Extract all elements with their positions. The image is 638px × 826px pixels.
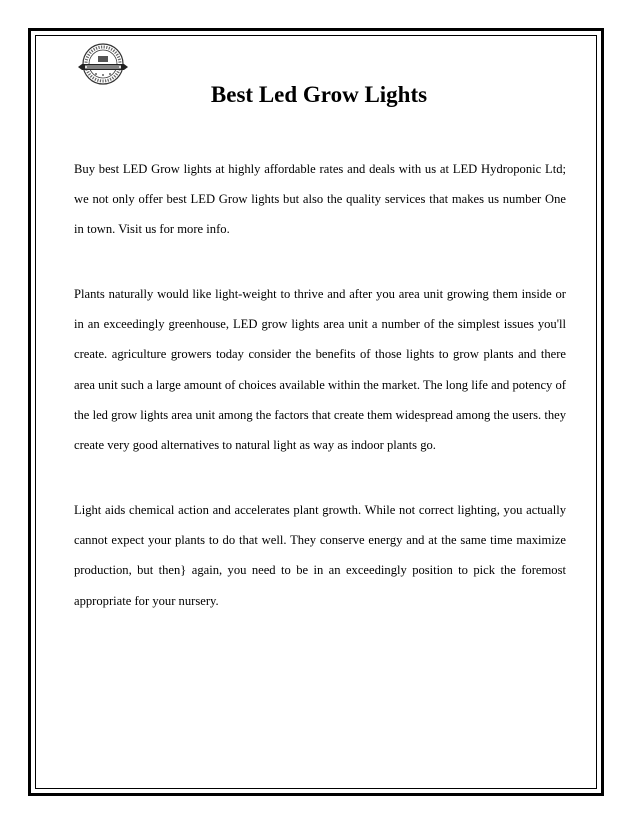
paragraph-plants-light: Plants naturally would like light-weight to thrive and after you area unit growing them inside or in an exceedingly greenhouse, LED grow lights area unit a number of the simplest issues you'll create. agriculture growers today consider the benefits of those lights to grow plants and there area unit such a large amount of choices available within the market. The long life and potency of the led grow lights area unit among the factors that create them widespread among the users. they create very good alternatives to natural light as way as indoor plants go. xyxy=(74,287,566,453)
paragraph-light-growth: Light aids chemical action and accelerates plant growth. While not correct lighting, you actually cannot expect your plants to do that well. They conserve energy and at the same time maximize production, but then} again, you need to be in an exceedingly position to pick the foremost appropriate for your nursery. xyxy=(74,503,566,608)
document-title: Best Led Grow Lights xyxy=(210,82,428,107)
paragraph-intro: Buy best LED Grow lights at highly affordable rates and deals with us at LED Hydroponic Ltd; we not only offer best LED Grow lights but also the quality services that makes us number One in town. Visit us for more info. xyxy=(74,162,566,237)
